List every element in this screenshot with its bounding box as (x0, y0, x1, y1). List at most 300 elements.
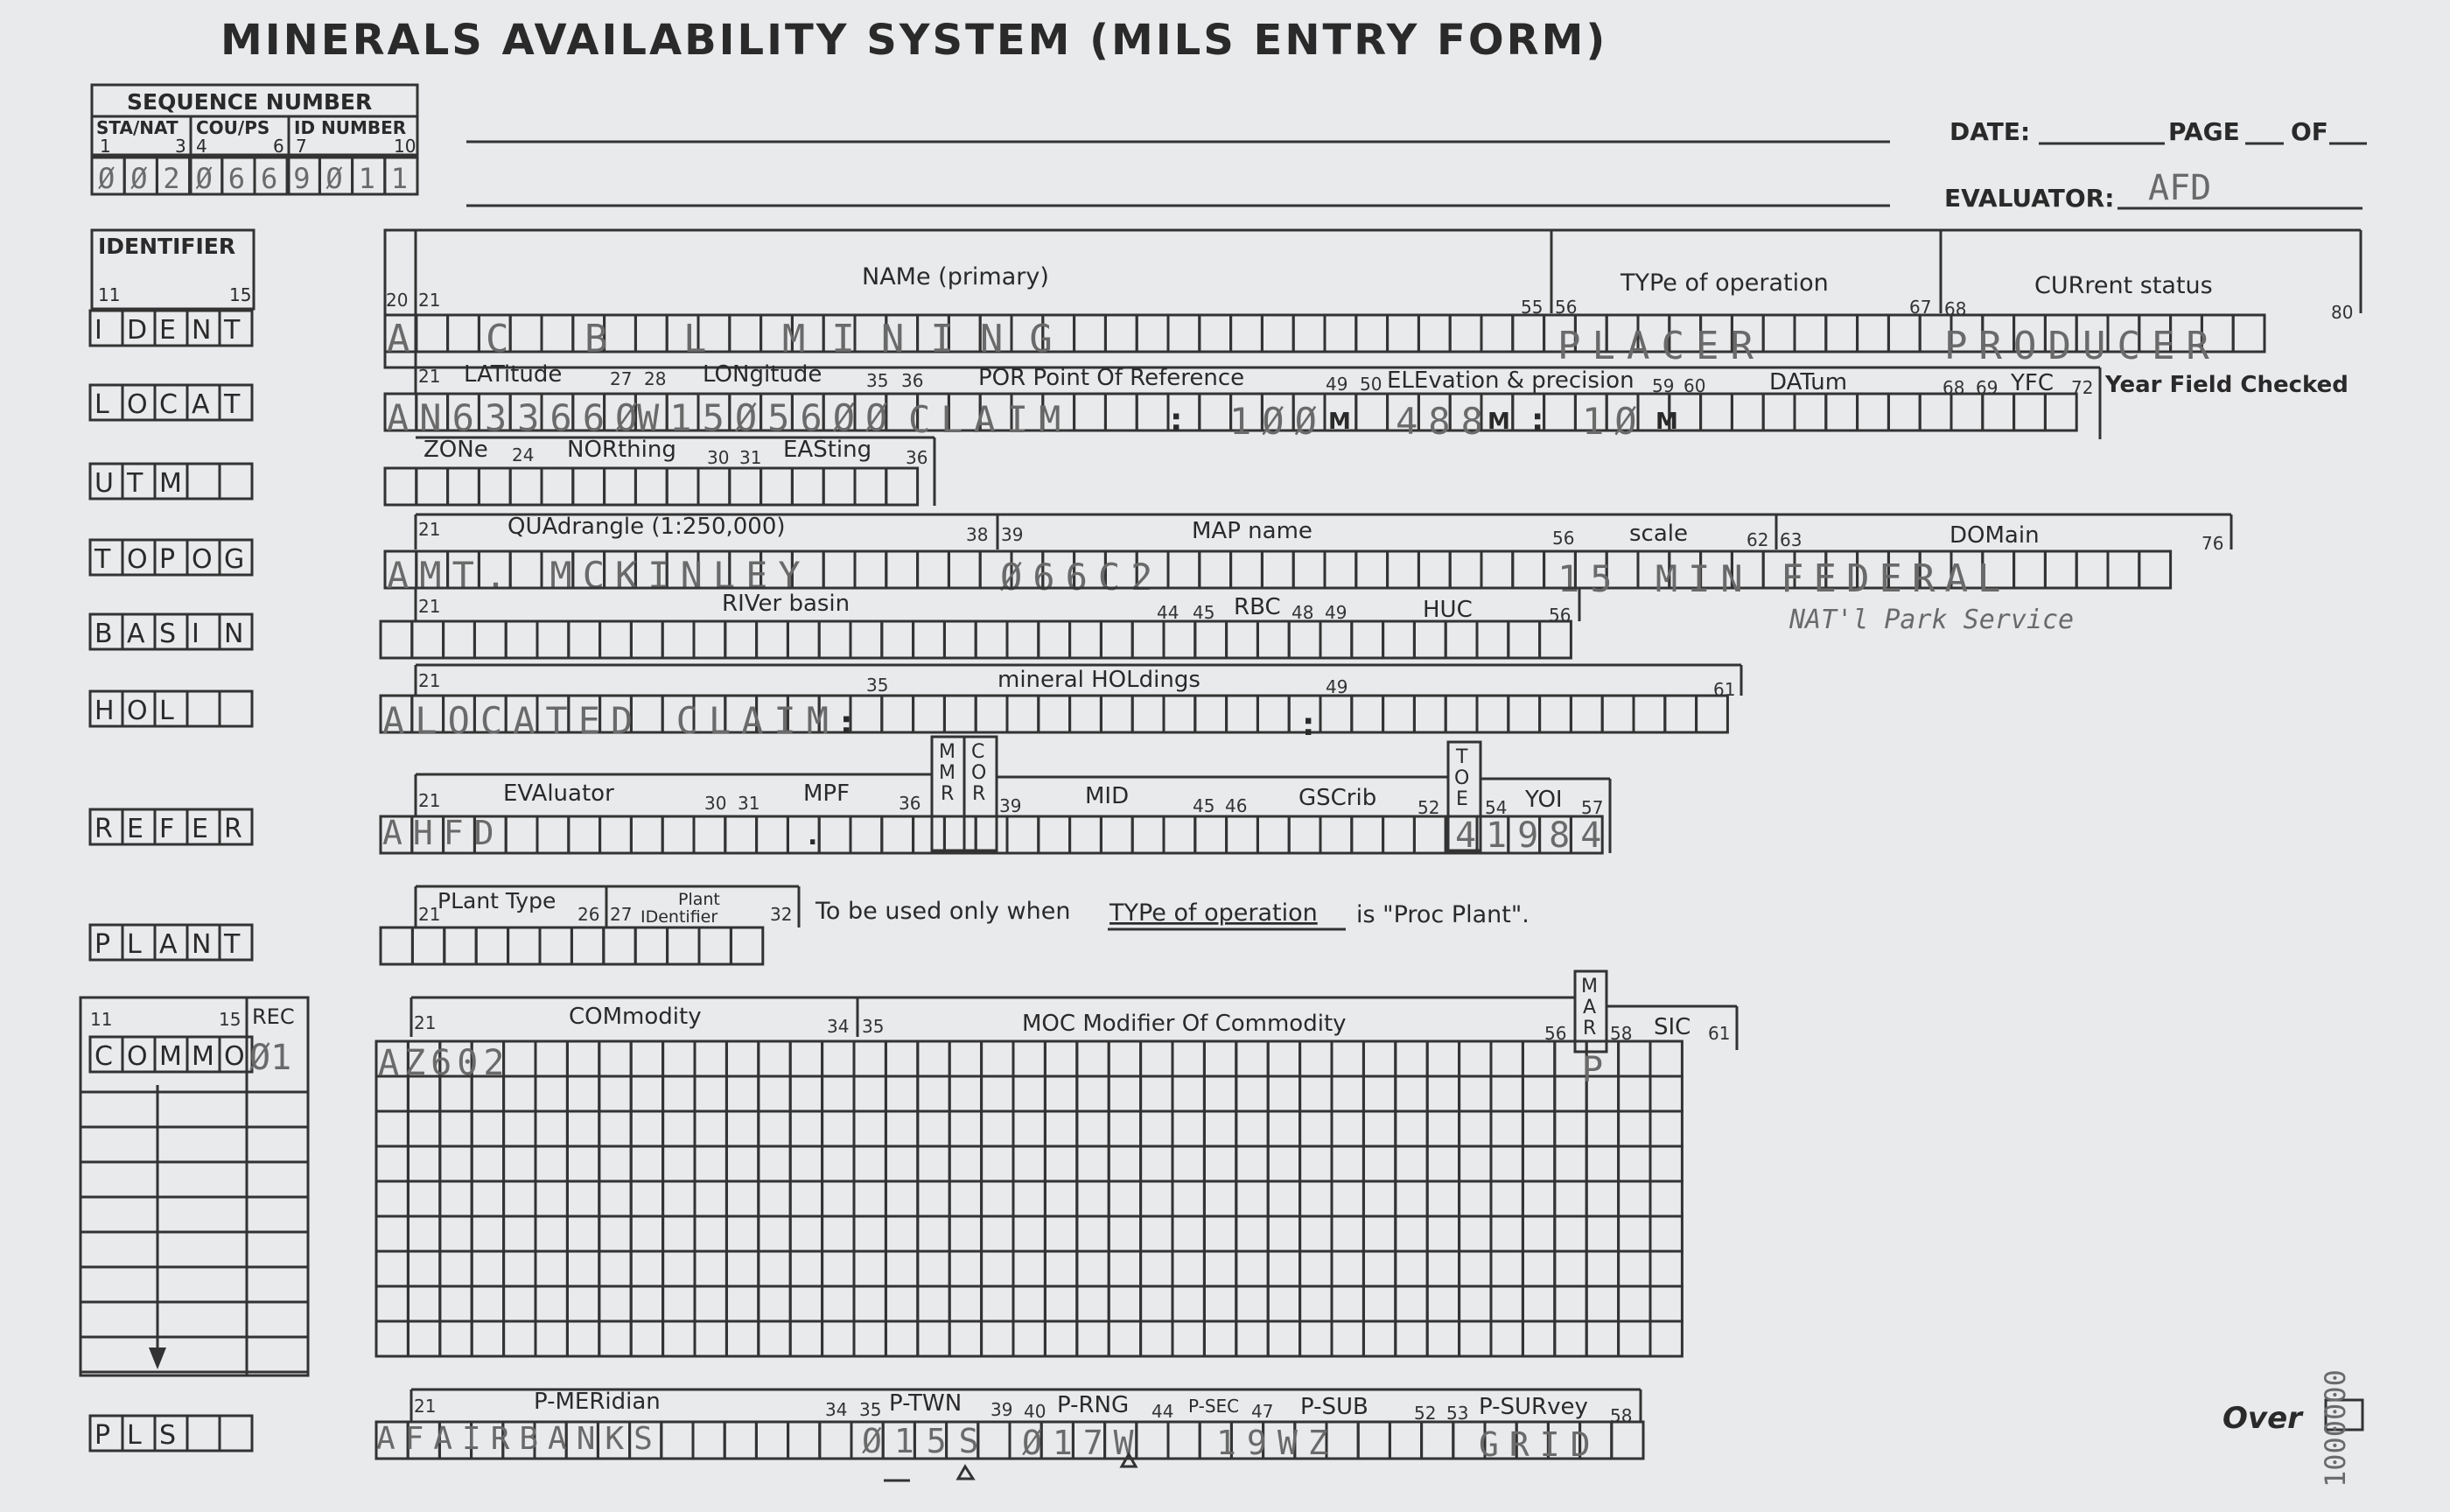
entry-cell[interactable] (1634, 696, 1665, 732)
commodity-cell[interactable] (1172, 1076, 1204, 1111)
entry-cell[interactable] (1858, 394, 1889, 430)
entry-cell[interactable] (724, 1422, 756, 1459)
entry-cell[interactable] (699, 928, 731, 964)
entry-cell[interactable] (1352, 696, 1383, 732)
commodity-cell[interactable] (854, 1041, 886, 1076)
entry-cell[interactable] (474, 621, 506, 658)
entry-cell[interactable] (1388, 315, 1419, 352)
commodity-cell[interactable] (1427, 1076, 1459, 1111)
entry-cell[interactable] (2045, 551, 2076, 588)
entry-cell[interactable] (823, 551, 855, 588)
commodity-cell[interactable] (1332, 1076, 1363, 1111)
entry-cell[interactable] (1920, 394, 1951, 430)
entry-cell[interactable] (1074, 394, 1106, 430)
entry-cell[interactable] (823, 468, 855, 505)
entry-cell[interactable] (1200, 551, 1231, 588)
commodity-cell[interactable] (1555, 1216, 1586, 1251)
commodity-cell[interactable] (631, 1076, 662, 1111)
commodity-cell[interactable] (854, 1146, 886, 1181)
commodity-cell[interactable] (1363, 1216, 1395, 1251)
commodity-cell[interactable] (1077, 1041, 1109, 1076)
commodity-cell[interactable] (1586, 1286, 1618, 1321)
basin-cells[interactable] (381, 621, 1571, 658)
commodity-cell[interactable] (1396, 1111, 1427, 1146)
entry-cell[interactable] (1039, 816, 1070, 853)
entry-cell[interactable] (1513, 315, 1544, 352)
commodity-cell[interactable] (1332, 1321, 1363, 1356)
commodity-cell[interactable] (1109, 1041, 1140, 1076)
commodity-cell[interactable] (886, 1286, 917, 1321)
commodity-cell[interactable] (1619, 1216, 1650, 1251)
commodity-cell[interactable] (1332, 1181, 1363, 1216)
row-label-cell[interactable] (187, 1416, 220, 1451)
commodity-cell[interactable] (1427, 1111, 1459, 1146)
entry-cell[interactable] (479, 468, 510, 505)
commodity-cell[interactable] (1141, 1251, 1172, 1286)
commodity-cell[interactable] (536, 1111, 567, 1146)
commodity-cell[interactable] (1045, 1041, 1076, 1076)
entry-cell[interactable] (886, 468, 918, 505)
entry-cell[interactable] (1414, 696, 1446, 732)
commodity-cell[interactable] (822, 1181, 854, 1216)
entry-cell[interactable] (1227, 816, 1258, 853)
commodity-cell[interactable] (1619, 1041, 1650, 1076)
commodity-cell[interactable] (1332, 1041, 1363, 1076)
commodity-cell[interactable] (1172, 1146, 1204, 1181)
commodity-cell[interactable] (1300, 1251, 1332, 1286)
entry-cell[interactable] (1039, 696, 1070, 732)
entry-cell[interactable] (444, 621, 475, 658)
commodity-cell[interactable] (599, 1111, 631, 1146)
commodity-cell[interactable] (1650, 1286, 1682, 1321)
entry-cell[interactable] (694, 816, 725, 853)
entry-cell[interactable] (882, 696, 914, 732)
commodity-cell[interactable] (408, 1146, 439, 1181)
entry-cell[interactable] (1262, 551, 1293, 588)
commodity-cell[interactable] (1650, 1181, 1682, 1216)
commodity-cell[interactable] (1332, 1286, 1363, 1321)
commodity-cell[interactable] (759, 1321, 790, 1356)
commodity-cell[interactable] (1141, 1076, 1172, 1111)
entry-cell[interactable] (508, 928, 540, 964)
commo-left-row[interactable] (80, 1127, 247, 1162)
commodity-cell[interactable] (886, 1146, 917, 1181)
entry-cell[interactable] (573, 468, 605, 505)
entry-cell[interactable] (605, 468, 636, 505)
commodity-cell[interactable] (1363, 1111, 1395, 1146)
commodity-cell[interactable] (1077, 1111, 1109, 1146)
commodity-cell[interactable] (567, 1146, 598, 1181)
entry-cell[interactable] (2045, 394, 2076, 430)
entry-cell[interactable] (1105, 394, 1137, 430)
commodity-cell[interactable] (1109, 1251, 1140, 1286)
commodity-cell[interactable] (504, 1181, 536, 1216)
entry-cell[interactable] (631, 621, 662, 658)
entry-cell[interactable] (976, 816, 1007, 853)
entry-cell[interactable] (1070, 816, 1102, 853)
commodity-cell[interactable] (1491, 1251, 1522, 1286)
commodity-cell[interactable] (695, 1181, 726, 1216)
commodity-cell[interactable] (663, 1216, 695, 1251)
commodity-cell[interactable] (790, 1286, 822, 1321)
commodity-cell[interactable] (1077, 1321, 1109, 1356)
commodity-cell[interactable] (1236, 1146, 1268, 1181)
entry-cell[interactable] (1257, 816, 1289, 853)
entry-cell[interactable] (1858, 315, 1889, 352)
utm-cells[interactable] (385, 468, 918, 505)
commodity-cell[interactable] (440, 1251, 472, 1286)
rec-cell[interactable] (247, 1127, 308, 1162)
entry-cell[interactable] (1227, 696, 1258, 732)
entry-cell[interactable] (1508, 621, 1540, 658)
commodity-cell[interactable] (982, 1111, 1013, 1146)
commodity-cell[interactable] (918, 1041, 949, 1076)
entry-cell[interactable] (725, 816, 757, 853)
commodity-cell[interactable] (918, 1076, 949, 1111)
commodity-cell[interactable] (1172, 1111, 1204, 1146)
entry-cell[interactable] (1356, 315, 1388, 352)
entry-cell[interactable] (1477, 621, 1508, 658)
entry-cell[interactable] (1325, 551, 1356, 588)
commodity-cell[interactable] (918, 1321, 949, 1356)
commodity-cell[interactable] (822, 1321, 854, 1356)
entry-cell[interactable] (1289, 816, 1320, 853)
entry-cell[interactable] (761, 468, 793, 505)
commodity-cell[interactable] (695, 1251, 726, 1286)
commodity-cell[interactable] (504, 1321, 536, 1356)
entry-cell[interactable] (1544, 394, 1576, 430)
entry-cell[interactable] (476, 928, 508, 964)
commodity-cell[interactable] (1109, 1216, 1140, 1251)
entry-cell[interactable] (662, 1422, 693, 1459)
entry-cell[interactable] (1231, 551, 1263, 588)
entry-cell[interactable] (1101, 621, 1132, 658)
entry-cell[interactable] (1826, 394, 1858, 430)
commodity-cell[interactable] (1077, 1146, 1109, 1181)
commo-left-grid[interactable] (80, 1092, 308, 1372)
entry-cell[interactable] (635, 928, 667, 964)
commodity-cell[interactable] (1268, 1216, 1299, 1251)
commodity-cell[interactable] (886, 1321, 917, 1356)
entry-cell[interactable] (1320, 816, 1352, 853)
entry-cell[interactable] (1383, 816, 1415, 853)
entry-cell[interactable] (1007, 816, 1039, 853)
commodity-cell[interactable] (663, 1251, 695, 1286)
commodity-cell[interactable] (1236, 1216, 1268, 1251)
commodity-cell[interactable] (1204, 1321, 1236, 1356)
commodity-cell[interactable] (1363, 1321, 1395, 1356)
commo-left-row[interactable] (80, 1337, 247, 1372)
commodity-cell[interactable] (695, 1041, 726, 1076)
entry-cell[interactable] (668, 928, 699, 964)
commodity-cell[interactable] (790, 1251, 822, 1286)
entry-cell[interactable] (631, 816, 662, 853)
commodity-cell[interactable] (886, 1181, 917, 1216)
commodity-cell[interactable] (1300, 1286, 1332, 1321)
commodity-cell[interactable] (472, 1321, 503, 1356)
entry-cell[interactable] (1390, 1422, 1421, 1459)
commodity-cell[interactable] (631, 1216, 662, 1251)
commodity-cell[interactable] (1555, 1286, 1586, 1321)
commodity-cell[interactable] (1396, 1286, 1427, 1321)
commodity-cell[interactable] (1204, 1181, 1236, 1216)
commodity-cell[interactable] (886, 1111, 917, 1146)
entry-cell[interactable] (1826, 315, 1858, 352)
entry-cell[interactable] (412, 621, 444, 658)
commodity-cell[interactable] (886, 1251, 917, 1286)
commodity-cell[interactable] (631, 1321, 662, 1356)
entry-cell[interactable] (944, 816, 976, 853)
commodity-cell[interactable] (1522, 1321, 1554, 1356)
commodity-cell[interactable] (440, 1216, 472, 1251)
commodity-cell[interactable] (1555, 1181, 1586, 1216)
commodity-cell[interactable] (759, 1181, 790, 1216)
commodity-cell[interactable] (982, 1146, 1013, 1181)
commodity-cell[interactable] (1619, 1181, 1650, 1216)
commodity-cell[interactable] (949, 1111, 981, 1146)
commodity-cell[interactable] (599, 1041, 631, 1076)
commodity-cell[interactable] (726, 1286, 758, 1321)
commodity-cell[interactable] (1236, 1181, 1268, 1216)
entry-cell[interactable] (788, 1422, 820, 1459)
commodity-cell[interactable] (1522, 1111, 1554, 1146)
entry-cell[interactable] (1732, 394, 1763, 430)
commodity-cell[interactable] (567, 1216, 598, 1251)
commodity-cell[interactable] (790, 1041, 822, 1076)
commodity-cell[interactable] (982, 1286, 1013, 1321)
commodity-cell[interactable] (472, 1251, 503, 1286)
rec-cell[interactable] (247, 1197, 308, 1232)
entry-cell[interactable] (1200, 315, 1231, 352)
commodity-cell[interactable] (1172, 1286, 1204, 1321)
entry-cell[interactable] (882, 621, 914, 658)
commodity-cell[interactable] (918, 1146, 949, 1181)
commodity-cell[interactable] (1555, 1146, 1586, 1181)
commodity-cell[interactable] (759, 1216, 790, 1251)
entry-cell[interactable] (1137, 394, 1168, 430)
commodity-cell[interactable] (376, 1286, 408, 1321)
commodity-cell[interactable] (822, 1111, 854, 1146)
entry-cell[interactable] (1888, 315, 1920, 352)
commodity-cell[interactable] (1332, 1251, 1363, 1286)
commodity-cell[interactable] (1013, 1076, 1045, 1111)
entry-cell[interactable] (1168, 551, 1200, 588)
commodity-cell[interactable] (1460, 1286, 1491, 1321)
commodity-cell[interactable] (1300, 1216, 1332, 1251)
entry-cell[interactable] (1951, 394, 1983, 430)
commodity-cell[interactable] (663, 1181, 695, 1216)
commodity-cell[interactable] (790, 1321, 822, 1356)
commodity-cell[interactable] (1268, 1076, 1299, 1111)
entry-cell[interactable] (2139, 551, 2171, 588)
commodity-cell[interactable] (631, 1146, 662, 1181)
commodity-cell[interactable] (1268, 1321, 1299, 1356)
row-label-cell[interactable] (187, 464, 220, 499)
entry-cell[interactable] (882, 816, 914, 853)
entry-cell[interactable] (1101, 816, 1132, 853)
commodity-cell[interactable] (1491, 1146, 1522, 1181)
entry-cell[interactable] (506, 621, 537, 658)
entry-cell[interactable] (381, 928, 412, 964)
commodity-cell[interactable] (982, 1181, 1013, 1216)
commodity-cell[interactable] (1363, 1076, 1395, 1111)
commodity-cell[interactable] (918, 1111, 949, 1146)
entry-cell[interactable] (757, 816, 788, 853)
commodity-cell[interactable] (1363, 1146, 1395, 1181)
entry-cell[interactable] (1164, 621, 1195, 658)
commodity-cell[interactable] (854, 1181, 886, 1216)
entry-cell[interactable] (1422, 1422, 1453, 1459)
commodity-cell[interactable] (1045, 1076, 1076, 1111)
commodity-cell[interactable] (1109, 1111, 1140, 1146)
commodity-cell[interactable] (695, 1146, 726, 1181)
commodity-cell[interactable] (1522, 1216, 1554, 1251)
rec-cell[interactable] (247, 1267, 308, 1302)
commodity-cell[interactable] (982, 1251, 1013, 1286)
entry-cell[interactable] (1168, 1422, 1200, 1459)
commodity-cell[interactable] (376, 1111, 408, 1146)
commodity-cell[interactable] (472, 1286, 503, 1321)
commodity-cell[interactable] (1555, 1251, 1586, 1286)
rec-cell[interactable] (247, 1232, 308, 1267)
commodity-cell[interactable] (949, 1181, 981, 1216)
entry-cell[interactable] (2108, 551, 2139, 588)
entry-cell[interactable] (1888, 394, 1920, 430)
commodity-cell[interactable] (1013, 1041, 1045, 1076)
commodity-cell[interactable] (504, 1146, 536, 1181)
commodity-cell[interactable] (1141, 1111, 1172, 1146)
entry-cell[interactable] (1293, 315, 1325, 352)
commodity-cell[interactable] (1396, 1216, 1427, 1251)
commodity-cell[interactable] (1619, 1251, 1650, 1286)
entry-cell[interactable] (604, 928, 635, 964)
commodity-cell[interactable] (1109, 1146, 1140, 1181)
commodity-cell[interactable] (1172, 1321, 1204, 1356)
commodity-cell[interactable] (536, 1146, 567, 1181)
commodity-cell[interactable] (408, 1286, 439, 1321)
commodity-cell[interactable] (790, 1111, 822, 1146)
commodity-cell[interactable] (1460, 1111, 1491, 1146)
commodity-cell[interactable] (1396, 1076, 1427, 1111)
commodity-cell[interactable] (695, 1076, 726, 1111)
entry-cell[interactable] (1540, 696, 1572, 732)
commodity-cell[interactable] (1013, 1286, 1045, 1321)
commodity-cell[interactable] (1141, 1146, 1172, 1181)
entry-cell[interactable] (1356, 551, 1388, 588)
commo-left-row[interactable] (80, 1267, 247, 1302)
entry-cell[interactable] (569, 621, 600, 658)
commodity-cell[interactable] (536, 1041, 567, 1076)
entry-cell[interactable] (698, 468, 730, 505)
commodity-cell[interactable] (1045, 1111, 1076, 1146)
entry-cell[interactable] (1665, 696, 1697, 732)
entry-cell[interactable] (506, 816, 537, 853)
commodity-cell[interactable] (1555, 1321, 1586, 1356)
commodity-cell[interactable] (567, 1076, 598, 1111)
commodity-cell[interactable] (1650, 1146, 1682, 1181)
commodity-cell[interactable] (1427, 1251, 1459, 1286)
commodity-cell[interactable] (376, 1181, 408, 1216)
entry-cell[interactable] (1540, 621, 1572, 658)
entry-cell[interactable] (1195, 621, 1227, 658)
commodity-cell[interactable] (1650, 1216, 1682, 1251)
entry-cell[interactable] (1262, 315, 1293, 352)
commodity-cell[interactable] (1491, 1216, 1522, 1251)
entry-cell[interactable] (1418, 315, 1450, 352)
entry-cell[interactable] (385, 468, 416, 505)
commodity-cell[interactable] (949, 1216, 981, 1251)
entry-cell[interactable] (1477, 696, 1508, 732)
commodity-cell[interactable] (1141, 1181, 1172, 1216)
commodity-cell[interactable] (663, 1321, 695, 1356)
commodity-cell[interactable] (695, 1286, 726, 1321)
commodity-cell[interactable] (1522, 1251, 1554, 1286)
entry-cell[interactable] (600, 816, 632, 853)
commodity-cell[interactable] (1268, 1111, 1299, 1146)
commodity-cell[interactable] (504, 1286, 536, 1321)
commodity-cell[interactable] (1077, 1251, 1109, 1286)
commodity-cell[interactable] (536, 1321, 567, 1356)
commodity-cell[interactable] (599, 1076, 631, 1111)
commodity-cell[interactable] (726, 1181, 758, 1216)
commodity-cell[interactable] (631, 1181, 662, 1216)
commodity-cell[interactable] (536, 1251, 567, 1286)
commodity-cell[interactable] (440, 1321, 472, 1356)
commodity-cell[interactable] (1300, 1181, 1332, 1216)
entry-cell[interactable] (1168, 315, 1200, 352)
entry-cell[interactable] (569, 816, 600, 853)
commodity-cell[interactable] (631, 1111, 662, 1146)
entry-cell[interactable] (600, 621, 632, 658)
commodity-cell[interactable] (1236, 1041, 1268, 1076)
commodity-cell[interactable] (1586, 1216, 1618, 1251)
entry-cell[interactable] (1195, 816, 1227, 853)
commodity-cell[interactable] (1141, 1286, 1172, 1321)
commodity-cell[interactable] (567, 1111, 598, 1146)
commodity-cell[interactable] (599, 1286, 631, 1321)
commodity-cell[interactable] (854, 1216, 886, 1251)
entry-cell[interactable] (667, 468, 698, 505)
commodity-cell[interactable] (1300, 1111, 1332, 1146)
entry-cell[interactable] (914, 816, 945, 853)
entry-cell[interactable] (850, 621, 882, 658)
commodity-cell[interactable] (1396, 1251, 1427, 1286)
sequence-digit-cells[interactable] (92, 158, 417, 195)
commodity-cell[interactable] (663, 1111, 695, 1146)
commodity-cell[interactable] (1396, 1146, 1427, 1181)
commodity-cell[interactable] (759, 1146, 790, 1181)
commodity-cell[interactable] (1586, 1181, 1618, 1216)
entry-cell[interactable] (731, 928, 762, 964)
entry-cell[interactable] (1358, 1422, 1390, 1459)
commodity-cell[interactable] (790, 1146, 822, 1181)
commodity-cell[interactable] (472, 1181, 503, 1216)
commodity-cell[interactable] (1491, 1111, 1522, 1146)
commodity-cell[interactable] (726, 1076, 758, 1111)
commodity-cell[interactable] (1077, 1286, 1109, 1321)
commo-grid[interactable] (376, 1041, 1682, 1356)
entry-cell[interactable] (944, 696, 976, 732)
commodity-cell[interactable] (1522, 1076, 1554, 1111)
entry-cell[interactable] (381, 621, 412, 658)
commodity-cell[interactable] (918, 1216, 949, 1251)
commodity-cell[interactable] (1427, 1041, 1459, 1076)
commodity-cell[interactable] (1045, 1181, 1076, 1216)
commodity-cell[interactable] (1013, 1216, 1045, 1251)
commodity-cell[interactable] (1460, 1216, 1491, 1251)
commodity-cell[interactable] (1396, 1181, 1427, 1216)
commodity-cell[interactable] (759, 1041, 790, 1076)
